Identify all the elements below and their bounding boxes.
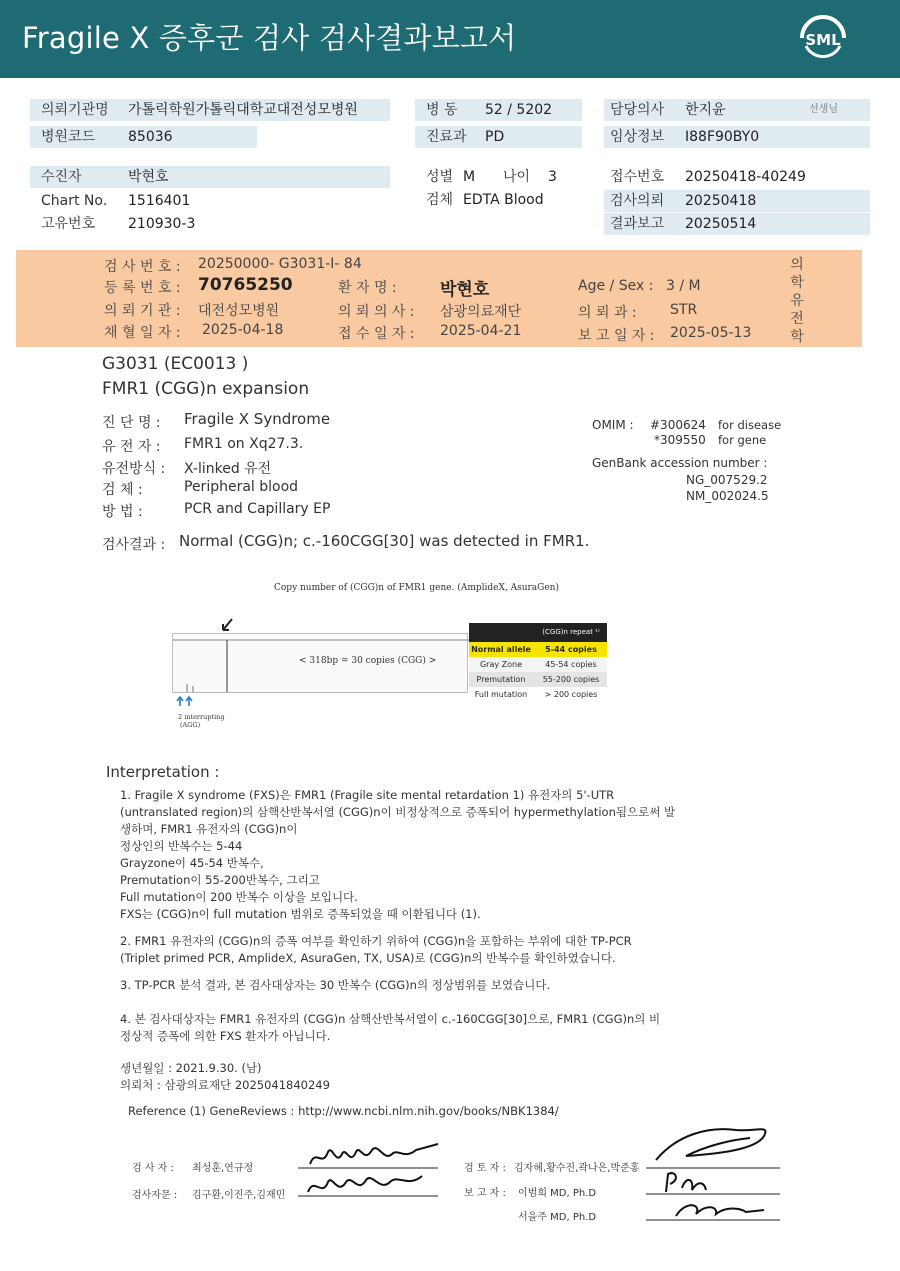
advisor-names: 김구환,이진주,김재민 bbox=[192, 1190, 286, 1201]
report-title: Fragile X 증후군 검사 검사결과보고서 bbox=[22, 21, 517, 55]
legend-name-normal: Normal allele bbox=[471, 645, 531, 654]
request-date-field bbox=[604, 190, 870, 212]
legend-header-row bbox=[469, 623, 607, 642]
collect-date-label: 채 혈 일 자 : bbox=[104, 325, 181, 341]
test-no-value: 20250000- G3031-I- 84 bbox=[198, 256, 362, 272]
ward-value: 52 / 5202 bbox=[485, 102, 553, 118]
sex-value: M bbox=[463, 169, 476, 185]
doctor-value: 한지윤 bbox=[685, 102, 726, 118]
band-report-date-label: 보 고 일 자 : bbox=[578, 328, 655, 344]
test-name: FMR1 (CGG)n expansion bbox=[102, 379, 310, 399]
report-date-label: 결과보고 bbox=[610, 216, 665, 232]
diagnosis-value: Fragile X Syndrome bbox=[184, 410, 331, 428]
reviewer-signature bbox=[646, 1116, 786, 1226]
interpretation-line: 4. 본 검사대상자는 FMR1 유전자의 (CGG)n 삼핵산반복서열이 c.-160CGG[30]으로, FMR1 (CGG)n의 비 bbox=[120, 1012, 661, 1026]
unique-no-label: 고유번호 bbox=[41, 216, 96, 232]
omim-label: OMIM : bbox=[592, 418, 634, 432]
diagnosis-label: 진 단 명 : bbox=[102, 415, 161, 431]
hospital-code-field bbox=[30, 126, 257, 148]
interpretation-line: FXS는 (CGG)n이 full mutation 범위로 증폭되었을 때 이환됩니다 (1). bbox=[120, 907, 481, 921]
band-doctor-value: 삼광의료재단 bbox=[440, 304, 522, 320]
legend-name-full: Full mutation bbox=[474, 690, 528, 699]
legend-name-premutation: Premutation bbox=[476, 675, 526, 684]
ward-label: 병 동 bbox=[426, 102, 458, 118]
institution-field bbox=[30, 99, 390, 121]
peak-arrow-icon bbox=[220, 618, 234, 634]
request-date-label: 검사의뢰 bbox=[610, 193, 665, 209]
gene-value: FMR1 on Xq27.3. bbox=[184, 436, 304, 452]
receipt-field bbox=[604, 166, 870, 188]
legend-row-gray bbox=[469, 657, 607, 672]
institution-value: 가톨릭학원가톨릭대학교대전성모병원 bbox=[128, 102, 358, 118]
sex-label: 성별 bbox=[426, 169, 454, 185]
unique-no-value: 210930-3 bbox=[128, 216, 196, 232]
ward-field bbox=[415, 99, 582, 121]
legend-header: (CGG)n repeat ¹⁾ bbox=[542, 628, 600, 636]
advisor-label: 검사자문 : bbox=[132, 1190, 178, 1201]
omim-gene-note: for gene bbox=[718, 433, 767, 447]
band-inst-value: 대전성모병원 bbox=[198, 303, 280, 319]
vertical-dept-text: 의 학 유 전 학 bbox=[790, 257, 804, 345]
band-inst-label: 의 뢰 기 관 : bbox=[104, 303, 181, 319]
tester-signature bbox=[298, 1138, 458, 1208]
hospital-code-value: 85036 bbox=[128, 129, 173, 145]
method-value: PCR and Capillary EP bbox=[184, 501, 331, 517]
specimen-type-label: 검 체 : bbox=[102, 482, 143, 498]
band-dept-label: 의 뢰 과 : bbox=[578, 305, 637, 321]
legend-range-normal: 5-44 copies bbox=[545, 645, 597, 654]
interrupt-label-1: 2 interrupting bbox=[178, 713, 225, 721]
interpretation-line: (untranslated region)의 삼핵산반복서열 (CGG)n이 비정상적으로 증폭되어 hypermethylation됨으로써 발 bbox=[120, 805, 676, 819]
interpretation-line: 1. Fragile X syndrome (FXS)은 FMR1 (Fragile site mental retardation 1) 유전자의 5'-UTR bbox=[120, 788, 615, 802]
receipt-value: 20250418-40249 bbox=[685, 169, 806, 185]
age-value: 3 bbox=[548, 169, 557, 185]
reporter2-name: 서을주 MD, Ph.D bbox=[518, 1212, 597, 1223]
interrupt-arrows-icon bbox=[176, 695, 196, 707]
patient-field bbox=[30, 166, 390, 188]
inheritance-label: 유전방식 : bbox=[102, 461, 166, 477]
omim-disease: #300624 bbox=[650, 418, 706, 432]
legend-range-full: > 200 copies bbox=[544, 690, 598, 699]
band-doctor-label: 의 뢰 의 사 : bbox=[338, 304, 415, 320]
omim-disease-note: for disease bbox=[718, 418, 782, 432]
genbank-2: NM_002024.5 bbox=[686, 489, 769, 503]
patient-value: 박현호 bbox=[128, 169, 169, 185]
gene-label: 유 전 자 : bbox=[102, 439, 161, 455]
chart-no-label: Chart No. bbox=[41, 193, 108, 209]
department-label: 진료과 bbox=[426, 129, 467, 145]
tester-label: 검 사 자 : bbox=[132, 1163, 174, 1174]
tester-names: 최성훈,연규정 bbox=[192, 1163, 254, 1174]
legend-name-gray: Gray Zone bbox=[479, 660, 523, 669]
interrupt-label-2: (AGG) bbox=[180, 721, 201, 729]
interpretation-line: 정상적 증폭에 의한 FXS 환자가 아닙니다. bbox=[120, 1029, 331, 1043]
band-report-date-value: 2025-05-13 bbox=[670, 325, 752, 341]
interpretation-line: 의뢰처 : 삼광의료재단 2025041840249 bbox=[120, 1078, 330, 1092]
band-dept-value: STR bbox=[670, 302, 698, 318]
legend-row-normal bbox=[469, 642, 607, 657]
report-date-field bbox=[604, 213, 870, 235]
legend-range-gray: 45-54 copies bbox=[545, 660, 597, 669]
result-label: 검사결과 : bbox=[102, 537, 166, 553]
interpretation-heading: Interpretation : bbox=[106, 763, 220, 781]
reviewer-names: 김자혜,황수진,곽나은,박준홍 bbox=[514, 1163, 640, 1174]
clinical-info-label: 임상정보 bbox=[610, 129, 665, 145]
genbank-label: GenBank accession number : bbox=[592, 456, 768, 470]
receive-date-value: 2025-04-21 bbox=[440, 323, 522, 339]
report-header-band bbox=[16, 250, 862, 347]
reference: Reference (1) GeneReviews : http://www.ncbi.nlm.nih.gov/books/NBK1384/ bbox=[128, 1104, 559, 1118]
inheritance-value: X-linked 유전 bbox=[184, 461, 272, 477]
institution-label: 의뢰기관명 bbox=[41, 102, 109, 118]
report-date-value: 20250514 bbox=[685, 216, 757, 232]
department-field bbox=[415, 126, 582, 148]
figure-title: Copy number of (CGG)n of FMR1 gene. (AmplideX, AsuraGen) bbox=[274, 583, 559, 593]
reporter-name: 이범희 MD, Ph.D bbox=[518, 1188, 597, 1199]
scanned-report bbox=[16, 250, 862, 1240]
legend-range-premutation: 55-200 copies bbox=[542, 675, 600, 684]
sml-logo bbox=[794, 12, 852, 64]
genbank-1: NG_007529.2 bbox=[686, 473, 768, 487]
electropherogram bbox=[172, 633, 468, 693]
band-patient-value: 박현호 bbox=[440, 280, 490, 300]
specimen-label: 검체 bbox=[426, 192, 454, 208]
omim-gene: *309550 bbox=[654, 433, 706, 447]
doctor-label: 담당의사 bbox=[610, 102, 665, 118]
age-label: 나이 bbox=[503, 169, 531, 185]
department-value: PD bbox=[485, 129, 505, 145]
collect-date-value: 2025-04-18 bbox=[202, 322, 284, 338]
header-bar bbox=[0, 0, 900, 78]
specimen-value: EDTA Blood bbox=[463, 192, 544, 208]
request-date-value: 20250418 bbox=[685, 193, 757, 209]
reviewer-label: 검 토 자 : bbox=[464, 1163, 506, 1174]
interpretation-line: Grayzone이 45-54 반복수, bbox=[120, 856, 264, 870]
age-sex-label: Age / Sex : bbox=[578, 278, 654, 294]
interpretation-line: 2. FMR1 유전자의 (CGG)n의 증폭 여부를 확인하기 위하여 (CGG)n을 포함하는 부위에 대한 TP-PCR bbox=[120, 934, 632, 948]
chart-no-field bbox=[30, 190, 390, 212]
clinical-info-field bbox=[604, 126, 870, 148]
hospital-code-label: 병원코드 bbox=[41, 129, 96, 145]
patient-label: 수진자 bbox=[41, 169, 82, 185]
interpretation-line: Premutation이 55-200반복수, 그리고 bbox=[120, 873, 320, 887]
legend-row-full bbox=[469, 687, 607, 702]
age-sex-value: 3 / M bbox=[666, 278, 701, 294]
receive-date-label: 접 수 일 자 : bbox=[338, 326, 415, 342]
band-patient-label: 환 자 명 : bbox=[338, 280, 397, 296]
doctor-field bbox=[604, 99, 870, 121]
result-value: Normal (CGG)n; c.-160CGG[30] was detected in FMR1. bbox=[179, 532, 590, 550]
interpretation-line: 생년월일 : 2021.9.30. (남) bbox=[120, 1061, 262, 1075]
interpretation-line: 정상인의 반복수는 5-44 bbox=[120, 839, 243, 853]
unique-no-field bbox=[30, 213, 390, 235]
logo-text: SML bbox=[805, 31, 841, 49]
interpretation-line: (Triplet primed PCR, AmplideX, AsuraGen, TX, USA)로 (CGG)n의 반복수를 확인하였습니다. bbox=[120, 951, 616, 965]
doctor-suffix: 선생님 bbox=[809, 104, 838, 115]
reporter-label: 보 고 자 : bbox=[464, 1188, 506, 1199]
specimen-type-value: Peripheral blood bbox=[184, 479, 299, 495]
interpretation-line: Full mutation이 200 반복수 이상을 보입니다. bbox=[120, 890, 358, 904]
test-no-label: 검 사 번 호 : bbox=[104, 259, 181, 275]
specimen-field bbox=[415, 189, 582, 211]
interpretation-line: 생하며, FMR1 유전자의 (CGG)n이 bbox=[120, 822, 298, 836]
test-code: G3031 (EC0013 ) bbox=[102, 354, 249, 374]
peak-label: < 318bp = 30 copies (CGG) > bbox=[299, 656, 437, 666]
reg-no-value: 70765250 bbox=[198, 275, 293, 295]
clinical-info-value: I88F90BY0 bbox=[685, 129, 760, 145]
interpretation-line: 3. TP-PCR 분석 결과, 본 검사대상자는 30 반복수 (CGG)n의 정상범위를 보였습니다. bbox=[120, 978, 551, 992]
chart-no-value: 1516401 bbox=[128, 193, 191, 209]
method-label: 방 법 : bbox=[102, 504, 143, 520]
reg-no-label: 등 록 번 호 : bbox=[104, 280, 181, 296]
receipt-label: 접수번호 bbox=[610, 169, 665, 185]
legend-row-premutation bbox=[469, 672, 607, 687]
sex-age-field bbox=[415, 166, 582, 188]
